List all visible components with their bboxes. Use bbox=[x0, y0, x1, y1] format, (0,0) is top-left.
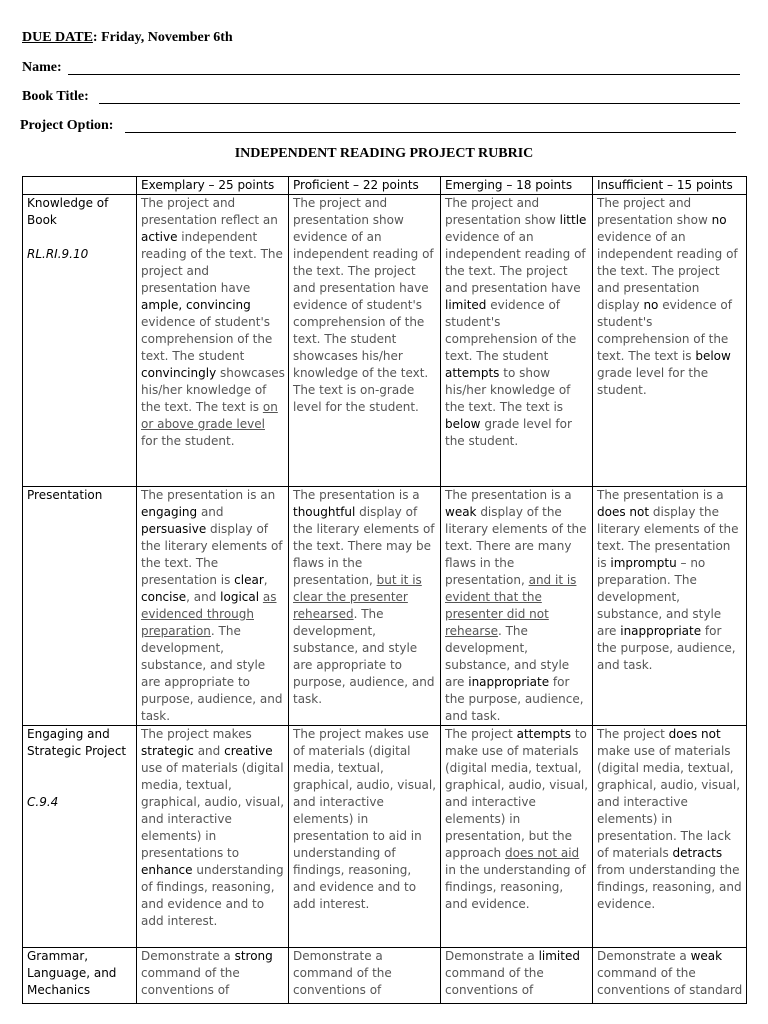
project-option-label: Project Option: bbox=[20, 118, 114, 133]
table-row bbox=[23, 948, 747, 1004]
emphasized-word: creative bbox=[224, 744, 273, 758]
criterion-cell bbox=[23, 726, 137, 948]
emphasized-word: does not bbox=[597, 505, 650, 519]
column-header-blank bbox=[23, 177, 137, 195]
underlined-phrase: does not aid bbox=[504, 846, 580, 860]
table-row bbox=[23, 487, 747, 726]
emphasized-word: inappropriate bbox=[620, 624, 702, 638]
emphasized-word: below bbox=[695, 349, 731, 363]
emphasized-word: below bbox=[445, 417, 481, 431]
rubric-cell-proficient: The project makes use of materials (digital media, textual, graphical, audio, visual, and interactive elements) in presentation to aid in understanding of findings, reasoning, and evidence and to add interest. bbox=[289, 726, 441, 948]
emphasized-word: logical bbox=[220, 590, 260, 604]
emphasized-word: weak bbox=[445, 505, 477, 519]
emphasized-word: concise bbox=[141, 590, 187, 604]
underlined-phrase: but it is clear the presenter rehearsed bbox=[293, 573, 422, 621]
rubric-cell-insufficient: The project and presentation show no evidence of an independent reading of the text. The project and presentation display no evidence of student's comprehension of the text. The text is below grade level for the student. bbox=[593, 195, 747, 487]
book-title-label: Book Title: bbox=[22, 89, 89, 104]
rubric-title: INDEPENDENT READING PROJECT RUBRIC bbox=[234, 146, 534, 161]
emphasized-word: convincingly bbox=[141, 366, 217, 380]
book-title-field[interactable] bbox=[0, 89, 768, 109]
column-header-emerging: Emerging – 18 points bbox=[441, 177, 593, 195]
rubric-cell-exemplary: The project and presentation reflect an active independent reading of the text. The project and presentation have ample, convincing evidence of student's comprehension of the text. The student convincingly showcases his/her knowledge of the text. The text is on or above grade level for the student. bbox=[137, 195, 289, 487]
criterion-standard: RL.RI.9.10 bbox=[27, 247, 89, 261]
rubric-cell-exemplary: The presentation is an engaging and persuasive display of the literary elements of the text. The presentation is clear, concise, and logical as evidenced through preparation. The development, substance, and style are appropriate to purpose, audience, and task. bbox=[137, 487, 289, 726]
emphasized-word: limited bbox=[445, 298, 487, 312]
emphasized-word: detracts bbox=[672, 846, 723, 860]
criterion-cell bbox=[23, 948, 137, 1004]
criterion-name: Grammar, Language, and Mechanics bbox=[27, 949, 117, 997]
project-option-underline[interactable] bbox=[125, 132, 736, 133]
rubric-table bbox=[22, 176, 747, 1004]
book-title-underline[interactable] bbox=[99, 103, 740, 104]
criterion-name: Knowledge of Book bbox=[27, 196, 109, 227]
criterion-standard: C.9.4 bbox=[27, 795, 59, 809]
name-underline[interactable] bbox=[68, 74, 740, 75]
column-header-exemplary: Exemplary – 25 points bbox=[137, 177, 289, 195]
rubric-cell-emerging: Demonstrate a limited command of the conventions of bbox=[441, 948, 593, 1004]
emphasized-word: does not bbox=[668, 727, 721, 741]
criterion-name: Engaging and Strategic Project bbox=[27, 727, 127, 758]
emphasized-word: little bbox=[559, 213, 587, 227]
table-row bbox=[23, 195, 747, 487]
rubric-cell-insufficient: The project does not make use of materials (digital media, textual, graphical, audio, visual, and interactive elements) in presentation. The lack of materials detracts from understanding the findings, reasoning, and evidence. bbox=[593, 726, 747, 948]
emphasized-word: engaging bbox=[141, 505, 198, 519]
due-date-value: : Friday, November 6th bbox=[92, 30, 233, 45]
project-option-field[interactable] bbox=[0, 118, 768, 138]
emphasized-word: inappropriate bbox=[468, 675, 550, 689]
emphasized-word: impromptu bbox=[610, 556, 677, 570]
rubric-cell-proficient: The project and presentation show evidence of an independent reading of the text. The project and presentation have evidence of student's comprehension of the text. The student showcases his/her knowledge of the text. The text is on-grade level for the student. bbox=[289, 195, 441, 487]
criterion-cell bbox=[23, 195, 137, 487]
criterion-cell bbox=[23, 487, 137, 726]
name-label: Name: bbox=[22, 60, 62, 75]
underlined-phrase: as evidenced through preparation bbox=[141, 590, 277, 638]
rubric-cell-emerging: The project attempts to make use of materials (digital media, textual, graphical, audio, visual, and interactive elements) in presentation, but the approach does not aid in the understanding of findings, reasoning, and evidence. bbox=[441, 726, 593, 948]
rubric-cell-insufficient: Demonstrate a weak command of the conventions of standard bbox=[593, 948, 747, 1004]
rubric-cell-proficient: The presentation is a thoughtful display of the literary elements of the text. There may be flaws in the presentation, but it is clear the presenter rehearsed. The development, substance, and style are appropriate to purpose, audience, and task. bbox=[289, 487, 441, 726]
underlined-phrase: on or above grade level bbox=[141, 400, 278, 431]
rubric-cell-emerging: The presentation is a weak display of the literary elements of the text. There are many flaws in the presentation, and it is evident that the presenter did not rehearse. The development, substance, and style are inappropriate for the purpose, audience, and task. bbox=[441, 487, 593, 726]
emphasized-word: thoughtful bbox=[293, 505, 356, 519]
due-date-label: DUE DATE bbox=[22, 30, 93, 45]
rubric-cell-insufficient: The presentation is a does not display the literary elements of the text. The presentation is impromptu – no preparation. The development, substance, and style are inappropriate for the purpose, audience, and task. bbox=[593, 487, 747, 726]
name-field[interactable] bbox=[0, 60, 768, 80]
emphasized-word: persuasive bbox=[141, 522, 207, 536]
emphasized-word: enhance bbox=[141, 863, 193, 877]
emphasized-word: attempts bbox=[516, 727, 572, 741]
emphasized-word: clear bbox=[234, 573, 264, 587]
due-date-line bbox=[0, 30, 768, 50]
emphasized-word: ample, convincing bbox=[141, 298, 251, 312]
rubric-cell-exemplary: The project makes strategic and creative use of materials (digital media, textual, graphical, audio, visual, and interactive elements) in presentations to enhance understanding of findings, reasoning, and evidence and to add interest. bbox=[137, 726, 289, 948]
emphasized-word: limited bbox=[538, 949, 580, 963]
rubric-header-row bbox=[23, 177, 747, 195]
emphasized-word: no bbox=[643, 298, 659, 312]
rubric-cell-emerging: The project and presentation show little evidence of an independent reading of the text. The project and presentation have limited evidence of student's comprehension of the text. The student attempts to show his/her knowledge of the text. The text is below grade level for the student. bbox=[441, 195, 593, 487]
column-header-proficient: Proficient – 22 points bbox=[289, 177, 441, 195]
rubric-cell-exemplary: Demonstrate a strong command of the conventions of bbox=[137, 948, 289, 1004]
emphasized-word: strategic bbox=[141, 744, 194, 758]
criterion-name: Presentation bbox=[27, 488, 103, 502]
emphasized-word: strong bbox=[234, 949, 273, 963]
emphasized-word: weak bbox=[690, 949, 723, 963]
emphasized-word: no bbox=[711, 213, 727, 227]
table-row bbox=[23, 726, 747, 948]
emphasized-word: attempts bbox=[445, 366, 500, 380]
emphasized-word: active bbox=[141, 230, 178, 244]
underlined-phrase: and it is evident that the presenter did not rehearse bbox=[445, 573, 577, 638]
rubric-cell-proficient: Demonstrate a command of the conventions of bbox=[289, 948, 441, 1004]
column-header-insufficient: Insufficient – 15 points bbox=[593, 177, 747, 195]
